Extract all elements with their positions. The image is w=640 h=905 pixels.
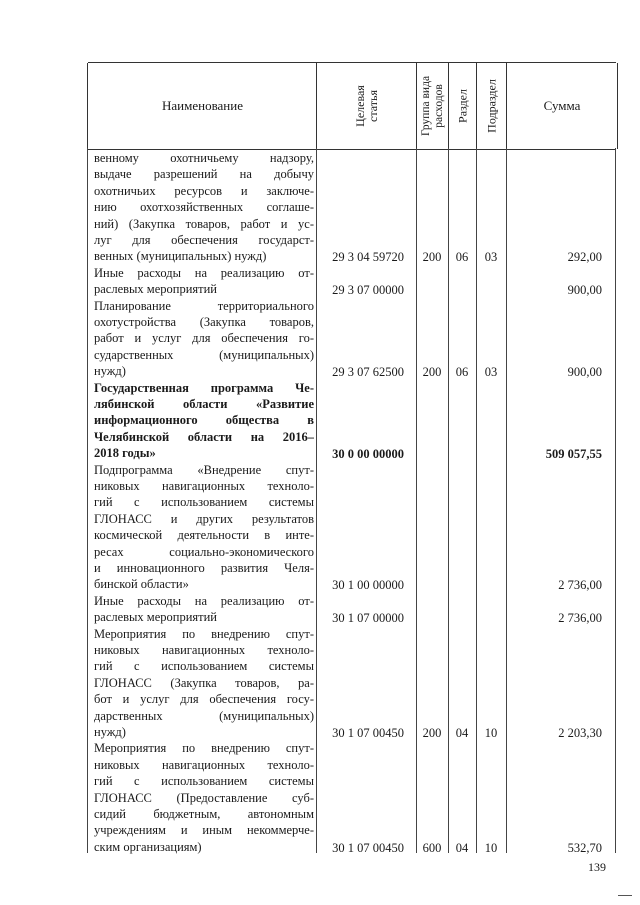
row-name-line: ресах социально-экономического	[94, 544, 314, 559]
row-target-code: 29 3 04 59720	[332, 250, 404, 265]
row-name-line: выдаче разрешений на добычу	[94, 167, 314, 182]
row-target-code: 30 1 00 00000	[332, 578, 404, 593]
row-name-line: луг для обеспечения государст-	[94, 232, 314, 247]
header-target	[354, 85, 380, 127]
row-name-line: космической деятельности в интe-	[94, 528, 314, 543]
row-name	[94, 150, 314, 265]
row-name-line: ГЛОНАСС и других результатов	[94, 511, 314, 526]
row-name	[94, 298, 314, 380]
table-row	[88, 626, 616, 741]
table-row	[88, 298, 616, 380]
header-subsection: Подраздел	[484, 79, 499, 133]
row-name-line: никовых навигационных техноло-	[94, 757, 314, 772]
row-name-line: ГЛОНАСС (Закупка товаров, ра-	[94, 675, 314, 690]
row-sum: 532,70	[567, 840, 602, 855]
row-target-code: 29 3 07 00000	[332, 283, 404, 298]
row-name-line: нужд)	[94, 364, 126, 379]
row-name-line: Мероприятия по внедрению спут-	[94, 626, 314, 641]
row-subsection: 10	[484, 725, 498, 740]
header-sum-cell	[506, 63, 618, 149]
row-name-line: нию охотхозяйственных соглаше-	[94, 200, 314, 215]
row-section: 06	[455, 250, 469, 265]
row-sum: 292,00	[567, 250, 602, 265]
row-expense-group: 200	[422, 725, 442, 740]
row-name-line: гий с использованием системы	[94, 659, 314, 674]
row-name-line: сударственных (муниципальных)	[94, 347, 314, 362]
row-subsection: 10	[484, 840, 498, 855]
row-name	[94, 462, 314, 593]
header-name-cell	[87, 63, 317, 149]
header-section-cell	[448, 63, 477, 149]
header-group-cell	[416, 63, 449, 149]
row-name-line: гий с использованием системы	[94, 495, 314, 510]
row-name-line: работ и услуг для обеспечения го-	[94, 331, 314, 346]
row-name-line: и инновационного развития Челя-	[94, 560, 314, 575]
header-section: Раздел	[455, 89, 470, 123]
row-name-line: 2018 годы»	[94, 446, 156, 461]
row-name-line: учреждениям и иным некоммерче-	[94, 823, 314, 838]
row-target-code: 30 0 00 00000	[332, 447, 404, 462]
row-name-line: сидий бюджетным, автономным	[94, 806, 314, 821]
row-target-code: 30 1 07 00450	[332, 725, 404, 740]
row-name-line: ГЛОНАСС (Предоставление суб-	[94, 790, 314, 805]
row-name-line: информационного общества в	[94, 413, 314, 428]
row-name-line: нужд)	[94, 724, 126, 739]
row-name-line: Иные расходы на реализацию от-	[94, 593, 314, 608]
row-expense-group: 200	[422, 365, 442, 380]
table-row	[88, 740, 616, 855]
table-row	[88, 150, 616, 265]
row-sum: 2 736,00	[558, 578, 602, 593]
row-expense-group: 200	[422, 250, 442, 265]
row-name-line: охотустройства (Закупка товаров,	[94, 314, 314, 329]
row-name-line: никовых навигационных техноло-	[94, 642, 314, 657]
table-row	[88, 380, 616, 462]
row-name-line: венному охотничьему надзору,	[94, 151, 314, 165]
row-subsection: 03	[484, 365, 498, 380]
row-sum: 900,00	[567, 365, 602, 380]
row-name-line: Челябинской области на 2016–	[94, 429, 314, 444]
row-target-code: 30 1 07 00000	[332, 611, 404, 626]
row-name-line: Подпрограмма «Внедрение спут-	[94, 462, 314, 477]
row-name-line: дарственных (муниципальных)	[94, 708, 314, 723]
row-name-line: гий с использованием системы	[94, 774, 314, 789]
row-sum: 2 203,30	[558, 725, 602, 740]
row-name-line: Иные расходы на реализацию от-	[94, 265, 314, 280]
row-name-line: лябинской области «Развитие	[94, 396, 314, 411]
row-name-line: раслевых мероприятий	[94, 610, 217, 625]
row-section: 04	[455, 725, 469, 740]
row-target-code: 30 1 07 00450	[332, 840, 404, 855]
row-expense-group: 600	[422, 840, 442, 855]
header-target-cell	[316, 63, 417, 149]
page-number: 139	[588, 860, 606, 874]
row-target-code: 29 3 07 62500	[332, 365, 404, 380]
header-group	[420, 76, 446, 136]
header-group-line1: Группа вида	[420, 75, 432, 137]
table-row	[88, 265, 616, 298]
row-name-line: Государственная программа Че-	[94, 380, 314, 395]
row-name-line: Мероприятия по внедрению спут-	[94, 741, 314, 756]
footer-dash	[618, 895, 632, 896]
row-name-line: ний) (Закупка товаров, работ и ус-	[94, 216, 314, 231]
row-name-line: охотничьих ресурсов и заключе-	[94, 183, 314, 198]
header-target-line2: статья	[366, 90, 380, 122]
row-name-line: Планирование территориального	[94, 298, 314, 313]
row-name-line: бот и услуг для обеспечения госу-	[94, 692, 314, 707]
table-row	[88, 593, 616, 626]
header-target-line1: Целевая	[353, 85, 367, 127]
table-header	[88, 62, 616, 150]
row-name	[94, 593, 314, 626]
header-subsection-cell	[476, 63, 507, 149]
row-name	[94, 380, 314, 462]
row-name-line: раслевых мероприятий	[94, 282, 217, 297]
row-name-line: никовых навигационных техноло-	[94, 478, 314, 493]
row-name-line: бинской области»	[94, 577, 189, 592]
row-section: 04	[455, 840, 469, 855]
row-sum: 900,00	[567, 283, 602, 298]
row-name	[94, 265, 314, 298]
header-name: Наименование	[162, 98, 243, 113]
row-section: 06	[455, 365, 469, 380]
header-group-line2: расходов	[433, 84, 445, 128]
row-subsection: 03	[484, 250, 498, 265]
row-name	[94, 740, 314, 855]
header-sum: Сумма	[543, 98, 581, 113]
row-name-line: ским организациям)	[94, 839, 202, 854]
row-sum: 2 736,00	[558, 611, 602, 626]
row-name	[94, 626, 314, 741]
row-sum: 509 057,55	[545, 447, 602, 462]
table-row	[88, 462, 616, 593]
row-name-line: венных (муниципальных) нужд)	[94, 249, 267, 264]
